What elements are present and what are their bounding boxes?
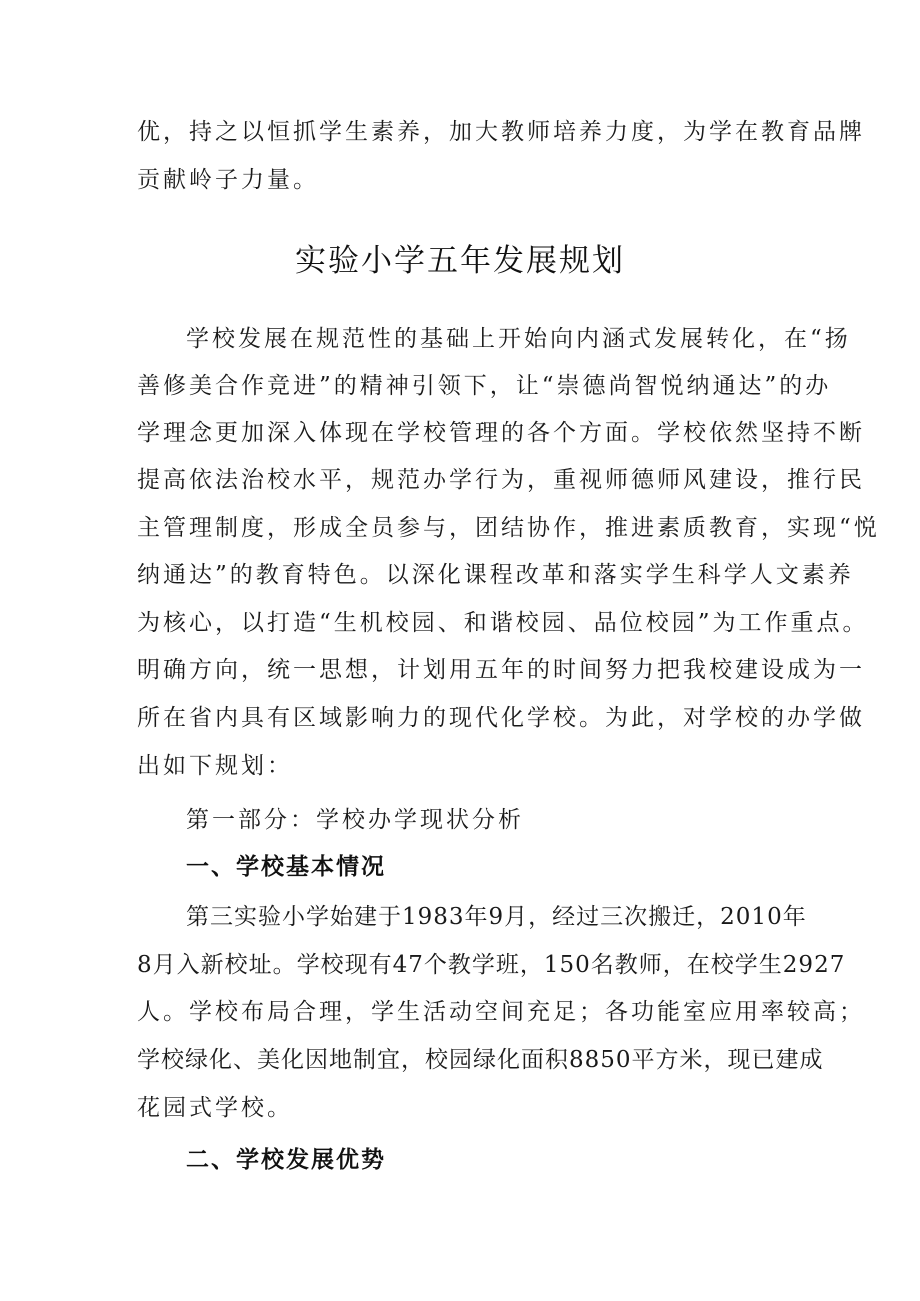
- paragraph-line: 提高依法治校水平，规范办学行为，重视师德师风建设，推行民: [137, 467, 865, 493]
- paragraph-line: 学理念更加深入体现在学校管理的各个方面。学校依然坚持不断: [137, 420, 865, 446]
- section-heading: 一、学校基本情况: [186, 854, 386, 880]
- paragraph-line: 学校绿化、美化因地制宜，校园绿化面积8850平方米，现已建成: [137, 1047, 824, 1073]
- paragraph-line: 第三实验小学始建于1983年9月，经过三次搬迁，2010年: [186, 904, 807, 930]
- paragraph-line: 出如下规划：: [137, 753, 293, 779]
- paragraph-line: 善修美合作竞进”的精神引领下，让“崇德尚智悦纳通达”的办: [137, 373, 832, 399]
- part-heading: 第一部分：学校办学现状分析: [186, 807, 524, 833]
- paragraph-line: 人。学校布局合理，学生活动空间充足；各功能室应用率较高；: [137, 999, 865, 1025]
- section-heading: 二、学校发展优势: [186, 1147, 386, 1173]
- paragraph-line: 8月入新校址。学校现有47个教学班，150名教师，在校学生2927: [137, 952, 846, 978]
- intro-line-2: 贡献岭子力量。: [137, 167, 319, 193]
- paragraph-line: 学校发展在规范性的基础上开始向内涵式发展转化，在“扬: [186, 326, 851, 352]
- paragraph-line: 明确方向，统一思想，计划用五年的时间努力把我校建设成为一: [137, 657, 865, 683]
- paragraph-line: 所在省内具有区域影响力的现代化学校。为此，对学校的办学做: [137, 705, 865, 731]
- paragraph-line: 主管理制度，形成全员参与，团结协作，推进素质教育，实现“悦: [137, 515, 880, 541]
- paragraph-line: 纳通达”的教育特色。以深化课程改革和落实学生科学人文素养: [137, 562, 854, 588]
- document-title: 实验小学五年发展规划: [295, 243, 625, 279]
- paragraph-line: 花园式学校。: [137, 1095, 293, 1121]
- paragraph-line: 为核心，以打造“生机校园、和谐校园、品位校园”为工作重点。: [137, 610, 869, 636]
- intro-line-1: 优，持之以恒抓学生素养，加大教师培养力度，为学在教育品牌: [137, 119, 865, 145]
